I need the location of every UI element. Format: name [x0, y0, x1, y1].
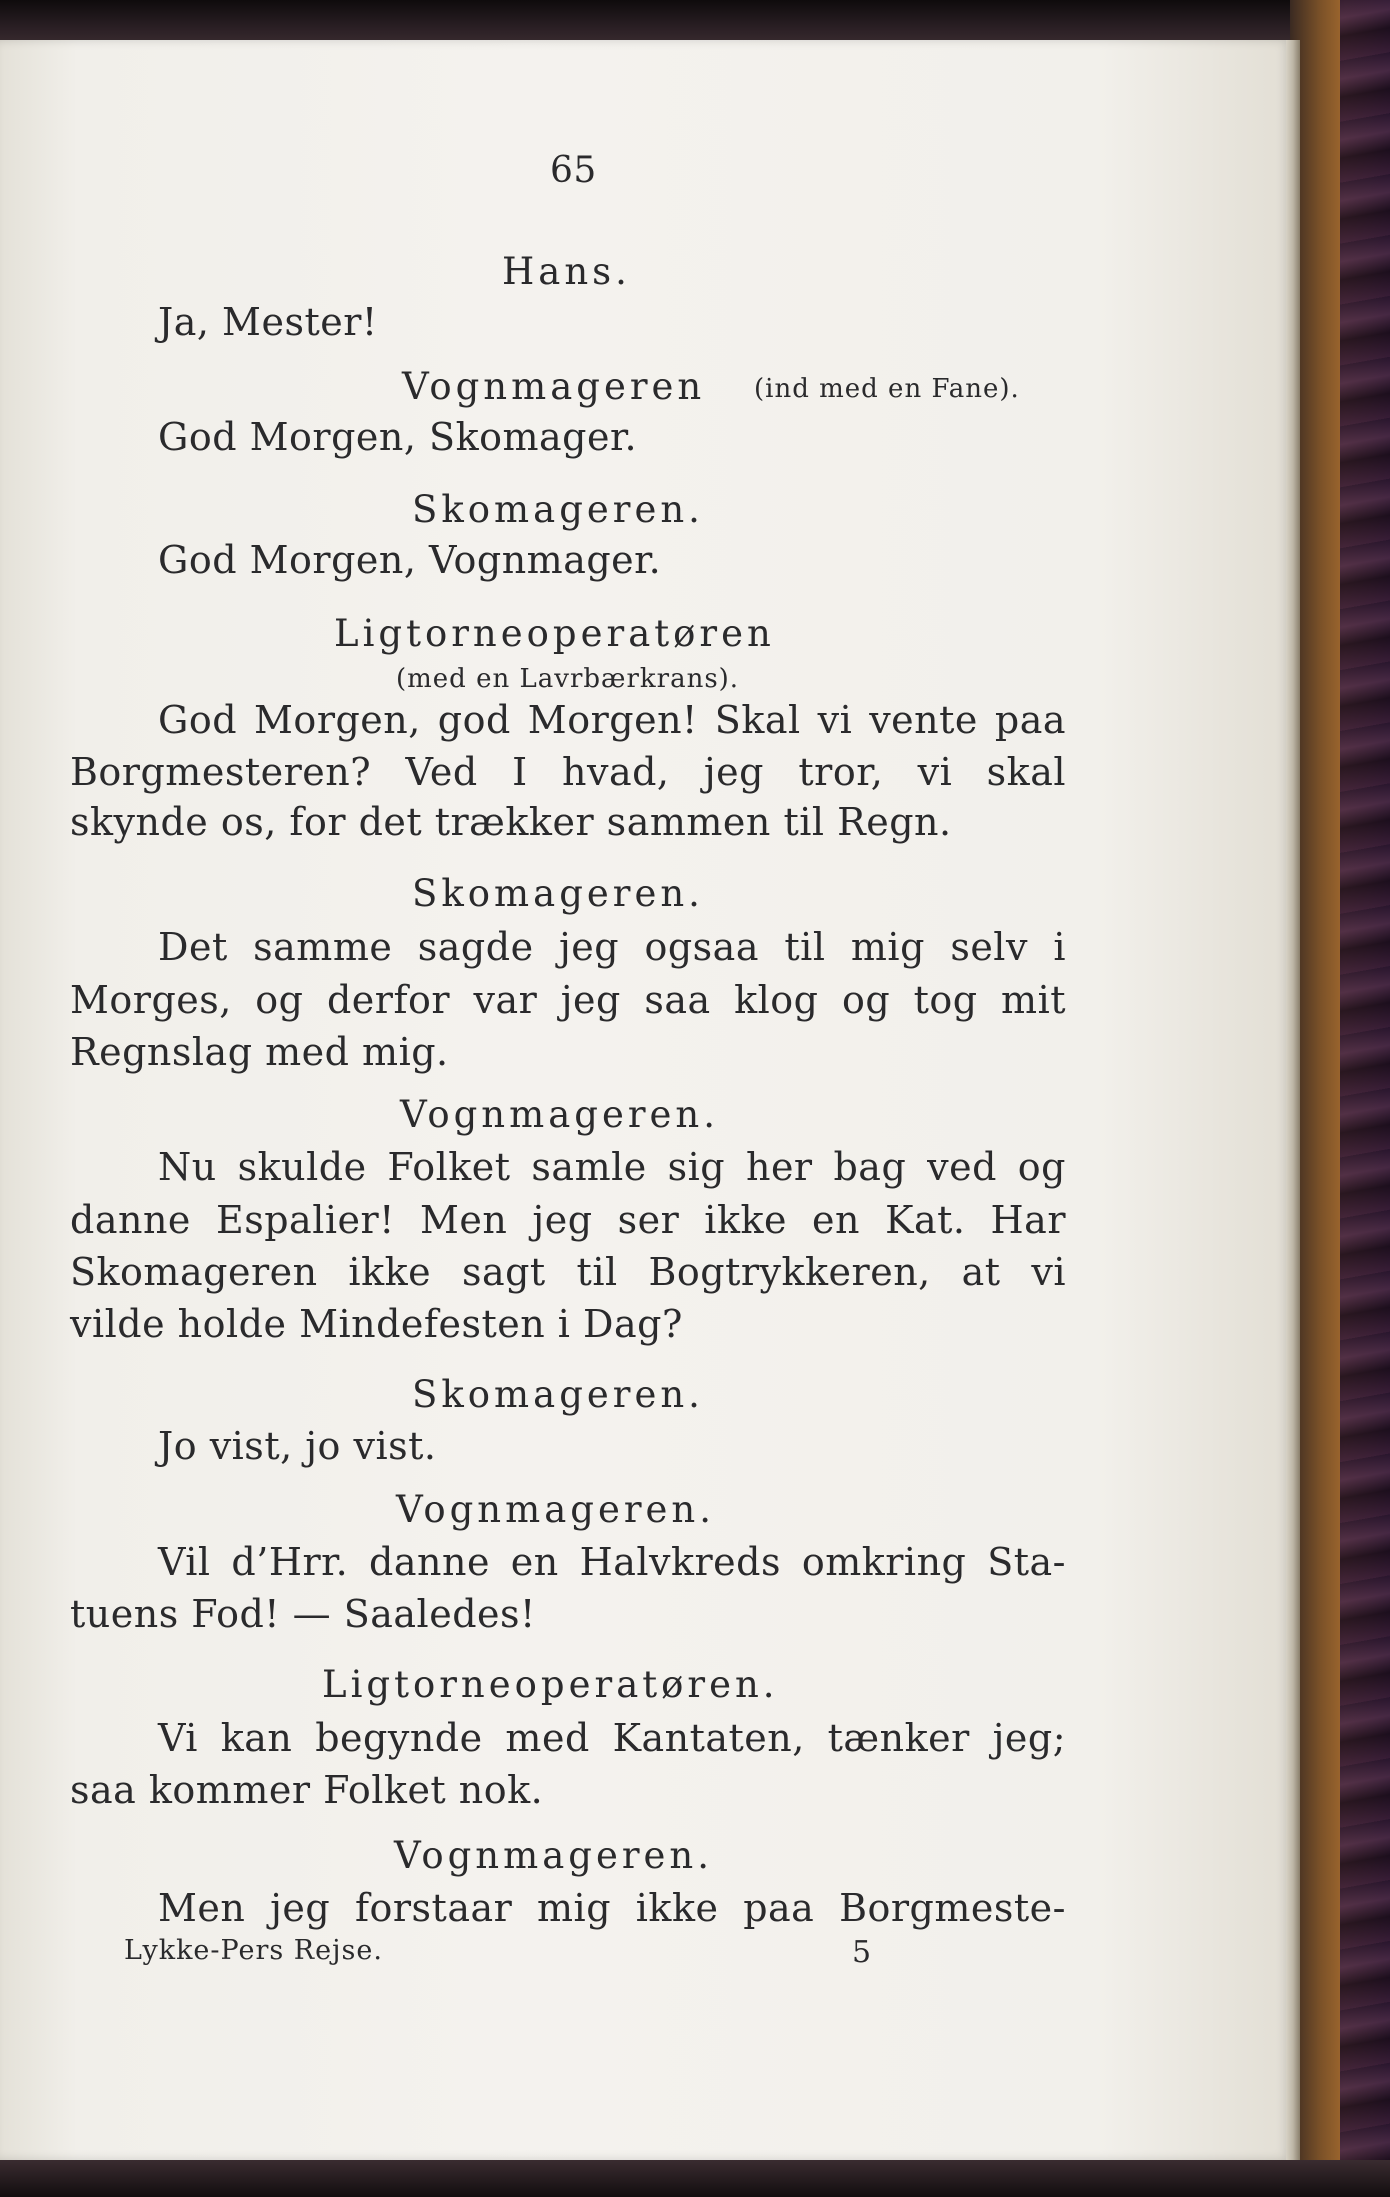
speaker-skomageren-3: Skomageren. — [412, 1373, 704, 1416]
page-number: 65 — [550, 150, 597, 191]
line-vogn2-2: danne Espalier! Men jeg ser ikke en Kat. Har — [70, 1198, 1066, 1242]
speaker-hans: Hans. — [502, 250, 631, 293]
speaker-skomageren-2: Skomageren. — [412, 872, 704, 915]
line-ligt1-3: skynde os, for det trækker sammen til Regn. — [70, 800, 952, 844]
page-fore-edge — [1286, 40, 1300, 2160]
line-vogn2-3: Skomageren ikke sagt til Bogtrykkeren, at vi — [70, 1250, 1066, 1294]
line-skom3-1: Jo vist, jo vist. — [158, 1424, 437, 1468]
line-vogn2-4: vilde holde Mindefesten i Dag? — [70, 1302, 683, 1346]
speaker-skomageren-1: Skomageren. — [412, 488, 704, 531]
stage-direction-fane: (ind med en Fane). — [754, 374, 1020, 404]
line-vogn3-1: Vil d’Hrr. danne en Halvkreds omkring Sta- — [158, 1540, 1066, 1584]
speaker-vognmageren-2: Vognmageren. — [400, 1093, 720, 1136]
speaker-ligtorneoperatoren-2: Ligtorneoperatøren. — [322, 1663, 779, 1706]
line-ligt2-1: Vi kan begynde med Kantaten, tænker jeg; — [158, 1716, 1066, 1760]
stage-direction-lavrbaerkrans: (med en Lavrbærkrans). — [396, 664, 740, 694]
book-binding-bottom — [0, 2160, 1390, 2197]
line-ligt1-1: God Morgen, god Morgen! Skal vi vente paa — [158, 698, 1066, 742]
line-hans-1: Ja, Mester! — [158, 300, 378, 344]
speaker-vognmageren-1: Vognmageren — [402, 365, 706, 408]
line-vogn2-1: Nu skulde Folket samle sig her bag ved og — [158, 1145, 1066, 1189]
line-skom2-2: Morges, og derfor var jeg saa klog og tog mit — [70, 978, 1066, 1022]
footer-book-title: Lykke-Pers Rejse. — [124, 1935, 383, 1966]
speaker-vognmageren-4: Vognmageren. — [394, 1834, 714, 1877]
line-ligt1-2: Borgmesteren? Ved I hvad, jeg tror, vi skal — [70, 750, 1066, 794]
marbled-cover — [1340, 0, 1390, 2197]
line-vogn4-1: Men jeg forstaar mig ikke paa Borgmeste- — [158, 1886, 1066, 1930]
line-ligt2-2: saa kommer Folket nok. — [70, 1768, 544, 1812]
line-skom2-1: Det samme sagde jeg ogsaa til mig selv i — [158, 925, 1066, 969]
line-vogn3-2: tuens Fod! — Saaledes! — [70, 1592, 536, 1636]
line-skom2-3: Regnslag med mig. — [70, 1030, 449, 1074]
speaker-ligtorneoperatoren-1: Ligtorneoperatøren — [334, 612, 775, 655]
line-skom1-1: God Morgen, Vognmager. — [158, 538, 662, 582]
footer-signature-mark: 5 — [852, 1935, 873, 1970]
line-vogn1-1: God Morgen, Skomager. — [158, 415, 638, 459]
speaker-vognmageren-3: Vognmageren. — [396, 1488, 716, 1531]
